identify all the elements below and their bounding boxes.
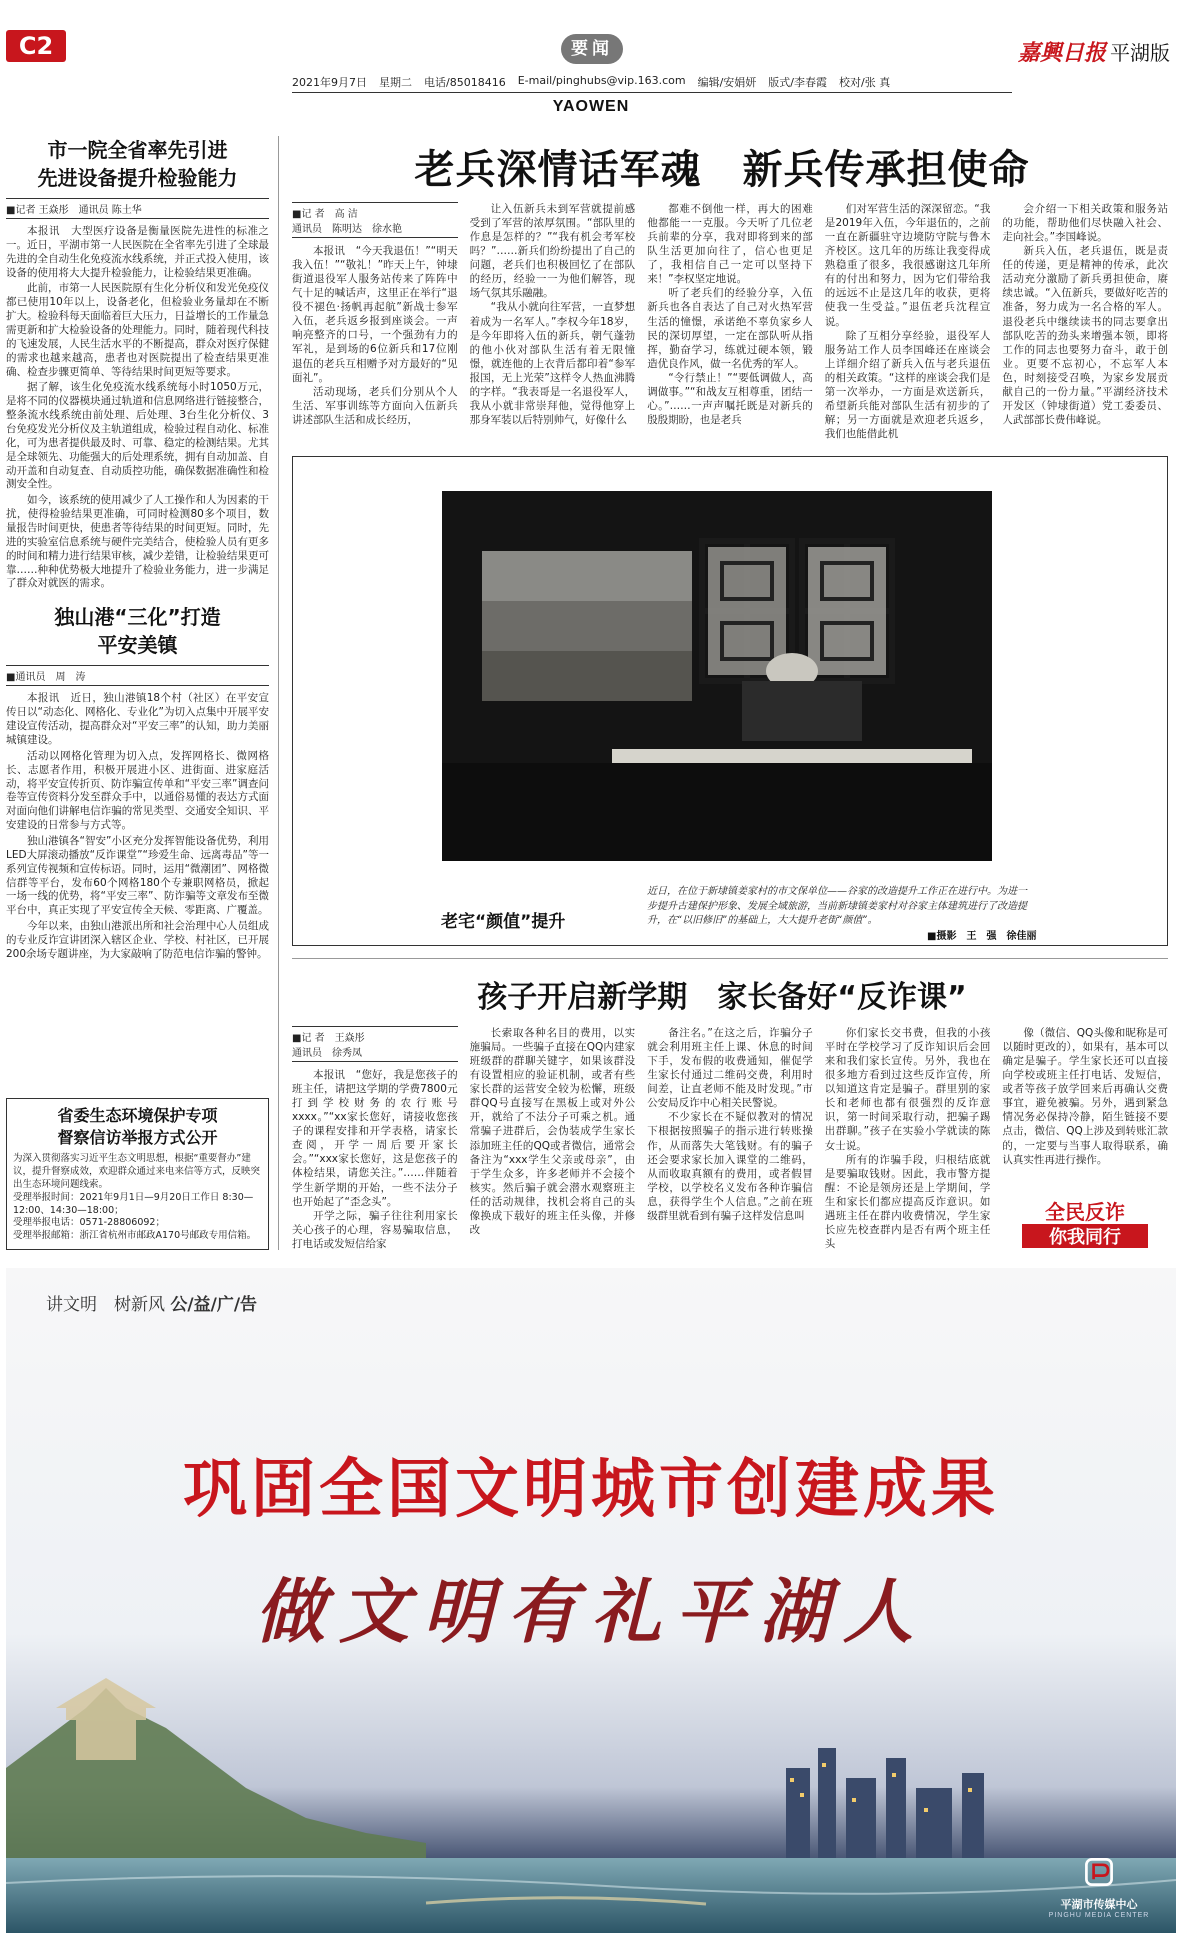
page-number-tag: C2 [6,30,66,62]
paragraph: 像（微信、QQ头像和昵称是可以随时更改的），如果有，基本可以确定是骗子。学生家长还可以直接向学校或班主任打电话、发短信，或者等孩子放学回来后再确认交费事宜，避免被骗。另外，遇到紧急情况务必保持冷静，陌生链接不要点击，微信、QQ上涉及到转账汇款的，一定要与当事人取得联系，确认真实性再进行操作。 [1002,1027,1168,1166]
paragraph: 活动现场，老兵们分别从个人生活、军事训练等方面向入伍新兵讲述部队生活和成长经历， [292,385,458,426]
notice-title-line-1: 省委生态环境保护专项 [57,1106,218,1126]
issue-info-line [292,74,1012,92]
notice-line: 为深入贯彻落实习近平生态文明思想，根据“重要督办”建议，提升督察成效，欢迎群众通过来电来信等方式，反映突出生态环境问题线索。 [13,1153,261,1190]
text-column [470,1026,636,1250]
text-column [292,202,458,454]
article-byline: ■记者 王焱彤 通讯员 陈土华 [6,198,269,219]
anti-fraud-badge-graphic [1022,1198,1148,1248]
paragraph: 让入伍新兵未到军营就提前感受到了军营的浓厚氛围。“部队里的作息是怎样的？”“我有机会考军校吗？”……新兵们纷纷提出了自己的问题，老兵们也积极回忆了在部队的经历，经验一一为他们解答，现场气氛其乐融融。 [469,203,636,300]
photo-feature [292,456,1168,946]
paragraph: 新兵入伍，老兵退伍，既是责任的传递，更是精神的传承，此次活动充分激励了新兵勇担使命，赓续忠诚。“入伍新兵，要做好吃苦的准备，努力成为一名合格的军人。退役老兵中继续读书的同志要拿出部队吃苦的劲头来增强本领，即将工作的同志也要努力奋斗，敢于创业。更要不忘初心，不忘军人本色，时刻接受召唤，为家乡发展贡献自己的一份力量。”平湖经济技术开发区（钟埭街道）党工委委员、人武部部长费伟峰说。 [1002,245,1168,426]
paragraph: 本报讯 近日，独山港镇18个村（社区）在平安宣传日以“动态化、网格化、专业化”为切入点集中开展平安建设宣传活动，提高群众对“平安三率”的认知，助力美丽城镇建设。 [6,692,269,746]
article-byline: ■通讯员 周 涛 [6,665,269,686]
masthead-divider [292,92,1012,93]
paragraph: 本报讯 “您好，我是您孩子的班主任，请把这学期的学费7800元打到学校财务的农行账号xxxx。”“xx家长您好，请接收您孩子的课程安排和开学表格，请家长查阅，开学一周后要开家长会。”“xxx家长您好，这是您孩子的体检结果，请您关注。”……伴随着学生新学期的开始，一些不法分子也开始起了“歪念头”。 [292,1069,458,1208]
paragraph: 此前，市第一人民医院原有生化分析仪和发光免疫仪都已使用10年以上，设备老化，但检验业务量却在不断扩大。检验科每天面临着巨大压力，日益增长的工作量急需更新和扩大检验设备的处理能力。同时，随着现代科技的飞速发展，人民生活水平的不断提高，群众对医疗保健的需求也越来越高，患者也对医院提出了检查结果更准确、检查步骤更简单、等待结果时间更短等要求。 [6,282,269,378]
paragraph: 会介绍一下相关政策和服务站的功能，帮助他们尽快融入社会、走向社会。”李国峰说。 [1002,203,1168,244]
notice-title-line-2: 督察信访举报方式公开 [57,1128,218,1148]
paragraph: 都难不倒他一样，再大的困难他都能一一克服。今天听了几位老兵前辈的分享，我对即将到来的部队生活更加向往了，信心也更足了，我相信自己一定可以坚持下来！”李权坚定地说。 [647,203,813,286]
paragraph: 活动以网格化管理为切入点，发挥网格长、微网格长、志愿者作用，积极开展进小区、进街面、进家庭活动，将平安宣传折页、防诈骗宣传单和“平安三率”调查问卷等宣传资料分发至群众手中，以通俗易懂的表达方式面对面向他们讲解电信诈骗的常见类型、交通安全知识、平安建设的日常参与方式等。 [6,749,269,832]
byline-correspondent: 通讯员 陈明达 徐水艳 [292,224,402,235]
paragraph: 除了互相分享经验，退役军人服务站工作人员李国峰还在座谈会上详细介绍了新兵入伍与老兵退伍的相关政策。“这样的座谈会我们是第一次举办，一方面是欢送新兵，希望新兵能对部队生活有初步的了解；另一方面就是欢迎老兵返乡，我们也能借此机 [824,329,991,440]
old-house-window-scene [442,491,992,861]
edition-name: 平湖版 [1110,40,1170,65]
notice-line: 受理举报时间：2021年9月1日—9月20日工作日 8:30—12:00、14:30—18:00； [13,1191,254,1216]
contact-email: E-mail/pinghubs@vip.163.com [517,74,686,87]
headline-line-2: 平安美镇 [97,633,178,658]
news-photo [442,491,992,861]
article-dushan-port [6,603,269,961]
article-byline [292,1026,458,1062]
photo-caption: 近日，在位于新埭镇姜家村的市文保单位——谷家的改造提升工作正在进行中。为进一步提升古建保护形象、发展全域旅游，当前新埭镇姜家村对谷家主体建筑进行了改造提升，在“以旧修旧”的基础上，大大提升老街“颜值”。 [647,886,1027,926]
paragraph: 们对军营生活的深深留恋。“我是2019年入伍，今年退伍的，之前一直在新疆驻守边境防守院与鲁木齐校区。这几年的历练让我变得成熟稳重了很多，我很感谢这几年所有的付出和努力，因为它们带给我的远远不止是这几年的收获，更将使我一生受益。”退伍老兵沈程宣说。 [824,203,991,328]
sub-headline: 孩子开启新学期 家长备好“反诈课” [477,980,967,1015]
article-headline [6,136,269,192]
text-column [825,1026,991,1250]
notice-line: 受理举报邮箱：浙江省杭州市邮政A170号邮政专用信箱。 [13,1230,257,1242]
main-story-body [292,202,1168,454]
proofread-credit: 校对/张 真 [839,76,891,89]
layout-credit: 版式/李春霞 [768,76,828,89]
article-hospital [6,136,269,591]
byline-reporter: ■记 者 高 洁 [292,209,358,220]
ad-tagline-bold: 公/益/广/告 [170,1295,258,1315]
notice-title [13,1105,262,1149]
text-column [470,202,636,454]
newspaper-logo: 嘉興日报 [1017,39,1106,66]
media-center-logo [1044,1854,1154,1919]
media-center-icon [1081,1854,1117,1890]
section-badge: 要闻 [561,34,623,64]
anti-fraud-badge [1022,1198,1148,1248]
left-column [6,136,269,1250]
text-column [825,202,991,454]
editor-credit: 编辑/安娟妍 [697,76,757,89]
contact-phone: 电话/85018416 [424,76,506,89]
column-divider [278,136,279,1250]
paragraph: “我从小就向往军营，一直梦想着成为一名军人。”李权今年18岁，是今年即将入伍的新兵，朝气蓬勃的他小伙对部队生活有着无限憧憬，就连他的上衣背后都印着“参军报国，无上光荣”这样令人热血沸腾的字样。“我表哥是一名退役军人，我从小就非常崇拜他，觉得他穿上那身军装以后特别帅气，好像什么 [469,301,636,426]
paragraph: 不少家长在不疑似教对的情况下根据按照骗子的指示进行转账操作，从而落失大笔钱财。有的骗子还会要求家长加入课堂的二维码，从而收取真额有的费用，或者假冒学校，以学校名义发布各种诈骗信息，获得学生个人信息。”之前在班级群里就看到有骗子这样发信息叫 [647,1111,813,1222]
headline-line-2: 先进设备提升检验能力 [37,166,238,190]
masthead [0,0,1182,115]
main-headline: 老兵深情话军魂 新兵传承担使命 [414,147,1030,193]
article-headline [6,603,269,659]
photo-credit: ■摄影 王 强 徐佳丽 [927,931,1037,942]
section-divider [292,958,1168,959]
paragraph: 如今，该系统的使用减少了人工操作和人为因素的干扰，使得检验结果更准确，可同时检测80多个项目，数量报告时间更快，使患者等待结果的时间更短。同时，先进的实验室信息系统与硬件完美结合，使检验人员有更多的时间和精力进行结果审核，减少差错，让检验结果更可靠……种种优势极大地提升了检验业务能力，进一步满足了群众对就医的需求。 [6,494,269,590]
paragraph: 本报讯 “今天我退伍！”“明天我入伍！”“敬礼！”昨天上午，钟埭街道退役军人服务站传来了阵阵中气十足的喊话声，这里正在举行“退役不褪色·扬帆再起航”新战士参军入伍，老兵返乡报到座谈会。一声响亮整齐的口号，一个强劲有力的军礼，是到场的6位新兵和17位刚退伍的老兵互相赠予对方最好的“见面礼”。 [292,245,458,384]
issue-date: 2021年9月7日 [292,76,367,89]
text-column [647,1026,813,1250]
notice-box [6,1098,269,1250]
media-center-name: 平湖市传媒中心 [1060,1898,1138,1911]
public-service-ad [6,1268,1176,1933]
text-column [292,1026,458,1250]
ad-tagline-plain: 讲文明 树新风 [46,1295,165,1315]
paragraph: 长索取各种名目的费用，以实施骗局。一些骗子直接在QQ内建家班级群的群聊关键字，如果该群没有设置相应的验证机制，或者有些家长群的运营安全较为松懈，班级群QQ号直接写在黑板上或对外公开，就给了不法分子可乘之机。通常骗子进群后，会伪装成学生家长添加班主任的QQ或者微信，通常会备注为“xxx学生父亲或母亲”，由于学生众多，许多老师并不会接个核实。然后骗子就会潜水观察班主任的活动规律，找机会将自己的头像换成下载好的班主任头像，并修改 [469,1027,636,1236]
newspaper-brand [1018,34,1170,68]
paragraph: 据了解，该生化免疫流水线系统每小时1050万元，是将不同的仪器模块通过轨道和信息网络进行链接整合，整条流水线系统由前处理、后处理、3台生化分析仪、3台免疫发光分析仪及主轨道组成，检验过程自动化、标准化，可为患者提供最及时、可靠、稳定的检测结果。尤其是全球领先、功能强大的后处理系统，拥有自动加盖、自动开盖和自动复查、自动质控功能，确保数据准确性和检测安全性。 [6,381,269,491]
issue-weekday: 星期二 [379,76,412,89]
paragraph: 你们家长交书费，但我的小孩平时在学校学习了反诈知识后会回来和我们家长宣传。另外，我也在很多地方看到过这些反诈宣传，所以知道这肯定是骗子。群里别的家长和老师也都有很强烈的反诈意识，第一时间采取行动，把骗子踢出群聊。”孩子在实验小学就读的陈女士说。 [824,1027,991,1152]
paragraph: 独山港镇各“智安”小区充分发挥智能设备优势，利用LED大屏滚动播放“反诈课堂”“珍爱生命、远离毒品”等一系列宣传视频和宣传标语。同时，运用“微潮团”、网格微信群等平台，发布60个网格180个专兼职网格员，掀起一场一线的优势，将“平安三率”、防诈骗等文章发布至微平台中，真正实现了平安宣传全天候、零距离、广覆盖。 [6,834,269,917]
notice-line: 受理举报电话：0571-28806092； [13,1217,165,1229]
headline-line-1: 独山港“三化”打造 [54,605,221,630]
ad-tagline [46,1290,257,1315]
media-center-name-en: PINGHU MEDIA CENTER [1048,1912,1150,1919]
paragraph: 备注名。”在这之后，诈骗分子就会利用班主任上课、休息的时间下手，发布假的收费通知，催促学生家长付通过二维码交费，利用时间差，让直老师不能及时发现。”市公安局反诈中心相关民警说。 [647,1027,813,1110]
city-skyline-illustration [6,1648,1176,1933]
badge-top-text: 全民反诈 [1045,1200,1125,1224]
section-title-en: YAOWEN [552,98,630,115]
ad-slogan-primary: 巩固全国文明城市创建成果 [183,1453,999,1527]
paragraph: 所有的诈骗手段，归根结底就是要骗取钱财。因此，我市警方提醒：不论是领房还是上学期间，学生和家长们都应提高反诈意识。如遇班主任在群内收费情况，学生家长应先校查群内是否有两个班主任头 [824,1153,991,1250]
text-column [1002,202,1168,454]
paragraph: 本报讯 大型医疗设备是衡量医院先进性的标准之一。近日，平湖市第一人民医院在全省率先引进了全球最先进的全自动生化免疫流水线系统，并正式投入使用，该设备的使用将大大提升检验能力，让检验结果更准确。 [6,225,269,279]
paragraph: “令行禁止！”“要低调做人，高调做事。”“和战友互相尊重，团结一心。”……一声声嘱托既是对新兵的殷殷期盼，也是老兵 [647,371,813,426]
text-column [647,202,813,454]
article-byline [292,202,458,238]
byline-reporter: ■记 者 王焱彤 [292,1033,365,1044]
ad-slogan-calligraphy: 做文明有礼平湖人 [255,1570,927,1653]
notice-body [13,1153,262,1243]
paragraph: 听了老兵们的经验分享，入伍新兵也各自表达了自己对火热军营生活的憧憬，承诺绝不辜负家乡人民的深切厚望，一定在部队听从指挥，勤奋学习，练就过硬本领，锻造优良作风，做一名优秀的军人。 [647,287,813,370]
photo-title: 老宅“颜值”提升 [441,912,566,932]
headline-line-1: 市一院全省率先引进 [47,138,228,162]
paragraph: 今年以来，由独山港派出所和社会治理中心人员组成的专业反诈宣讲团深入辖区企业、学校、村社区，已开展200余场专题讲座，为大家敲响了防范电信诈骗的警钟。 [6,920,269,960]
paragraph: 开学之际，骗子往往利用家长关心孩子的心理，容易骗取信息，打电话或发短信给家 [292,1209,458,1250]
badge-bottom-text: 你我同行 [1049,1227,1121,1248]
byline-correspondent: 通讯员 徐秀凤 [292,1048,362,1059]
